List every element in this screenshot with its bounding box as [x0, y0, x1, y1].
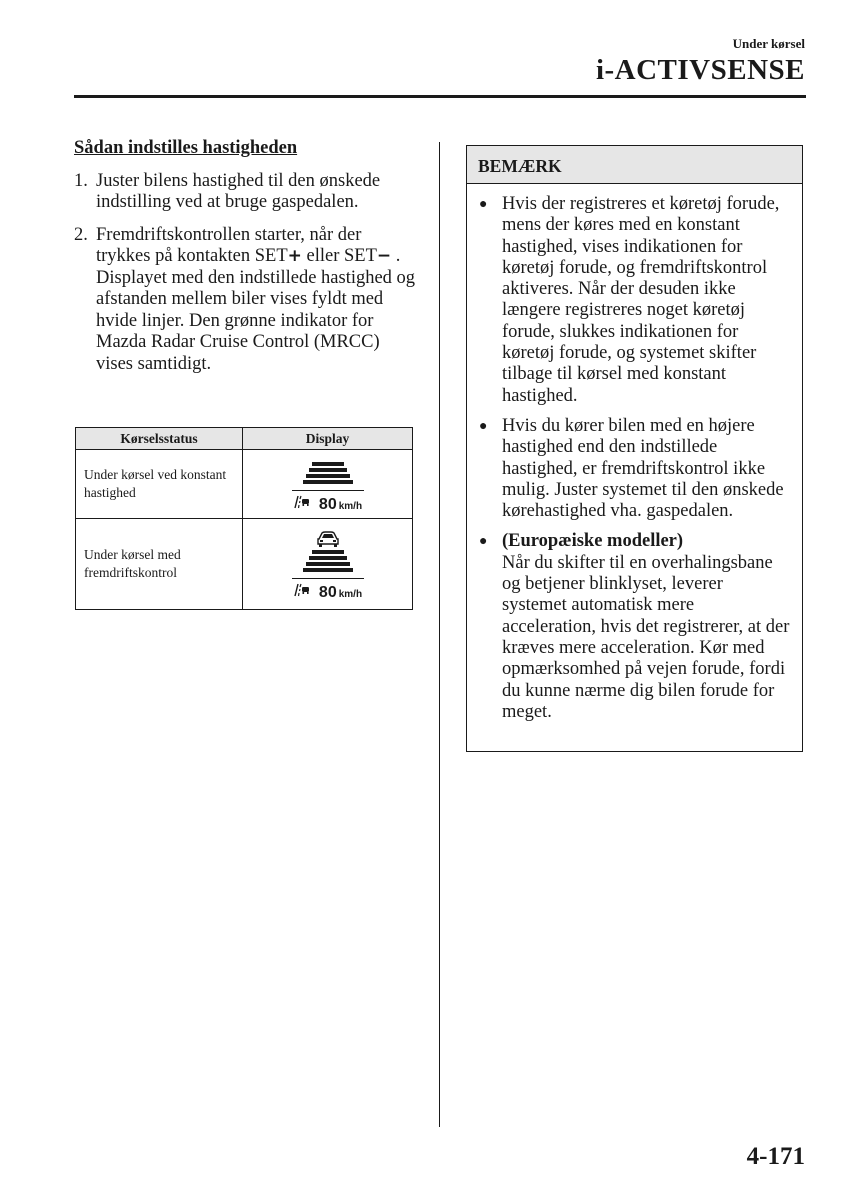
distance-bar — [306, 562, 350, 566]
distance-bar — [312, 462, 344, 466]
page-number: 4-171 — [746, 1143, 805, 1170]
display-cell — [243, 519, 413, 610]
bullet-icon: ● — [479, 418, 488, 434]
status-cell: Under kørsel med fremdriftskontrol — [76, 519, 243, 610]
list-item — [479, 531, 792, 723]
distance-bar — [303, 480, 353, 484]
set-minus-icon: − — [376, 246, 392, 266]
status-cell: Under kørsel ved konstant hastighed — [76, 450, 243, 519]
note-subheading: (Europæiske modeller) — [502, 531, 684, 552]
step-text: Juster bilens hastighed til den ønskede indstilling ved at bruge gaspedalen. — [96, 170, 381, 212]
bullet-icon: ● — [479, 534, 488, 550]
speed-value: 80 — [318, 496, 337, 513]
note-box — [466, 145, 803, 752]
road-line — [292, 490, 364, 491]
step-text: eller SET — [301, 246, 377, 266]
speed-readout — [243, 495, 412, 516]
note-text: Når du skifter til en overhalingsbane og betjener blinklyset, leverer systemet automatisk mere acceleration, hvis det registrerer, at der kræves mere acceleration. Kør med opmærksomhed på vejen forude, fordi du kunne nærme dig bilen forude for meget. — [502, 552, 790, 722]
step-number: 2. — [74, 224, 88, 245]
set-plus-icon: + — [287, 246, 302, 266]
section-label: Under kørsel — [732, 36, 805, 51]
bullet-icon: ● — [479, 197, 488, 212]
step-text: Fremdriftskontrollen starter, når der trykkes på kontakten SET — [96, 224, 362, 266]
status-table — [75, 427, 413, 610]
note-list — [467, 184, 802, 723]
distance-bar — [306, 474, 350, 478]
subheading: Sådan indstilles hastigheden — [74, 138, 298, 158]
left-column — [74, 138, 419, 386]
distance-bar — [309, 468, 347, 472]
speed-unit: km/h — [338, 588, 363, 600]
list-item — [479, 194, 792, 407]
lead-vehicle-icon — [315, 530, 341, 548]
road-line — [292, 578, 364, 579]
column-header-status: Kørselsstatus — [76, 428, 243, 450]
distance-bar — [312, 550, 344, 554]
note-heading: BEMÆRK — [467, 146, 802, 184]
table-row — [76, 519, 413, 610]
step-number: 1. — [74, 170, 88, 191]
step-list — [74, 171, 419, 376]
table-header-row — [76, 428, 413, 450]
speed-unit: km/h — [338, 501, 363, 512]
speed-value: 80 — [318, 583, 337, 601]
list-item — [479, 416, 792, 522]
column-header-display: Display — [243, 428, 413, 450]
column-divider — [439, 142, 440, 1127]
header-rule — [74, 95, 806, 98]
note-text: Hvis du kører bilen med en højere hastighed end den indstillede hastighed, er fremdriftskontrol ikke mulig. Juster systemet til den ønskede kørehastighed vha. gaspedalen. — [502, 415, 784, 522]
list-item — [74, 225, 419, 376]
cruise-display — [243, 452, 412, 516]
distance-bar — [303, 568, 353, 572]
distance-bars — [243, 452, 412, 486]
distance-bars — [243, 550, 412, 574]
display-cell — [243, 450, 413, 519]
distance-bar — [309, 556, 347, 560]
mrcc-indicator-icon — [293, 583, 311, 602]
cruise-display — [243, 530, 412, 604]
step-text: . Displayet med den indstillede hastighed og afstanden mellem biler vises fyldt med hvide linjer. Den grønne indikator for Mazda Radar Cruise Control (MRCC) vises samtidigt. — [96, 246, 416, 374]
speed-readout — [243, 583, 412, 604]
note-text: Hvis der registreres et køretøj forude, mens der køres med en konstant hastighed, vises indikationen for køretøj forude, og fremdriftskontrol aktiveres. Når der desuden ikke længere registreres noget køretøj forude, slukkes indikationen for køretøj forude, og systemet skifter tilbage til kørsel med konstant hastighed. — [502, 194, 780, 406]
mrcc-indicator-icon — [293, 495, 311, 514]
table-row — [76, 450, 413, 519]
list-item — [74, 171, 419, 214]
page-title: i-ACTIVSENSE — [595, 54, 805, 86]
